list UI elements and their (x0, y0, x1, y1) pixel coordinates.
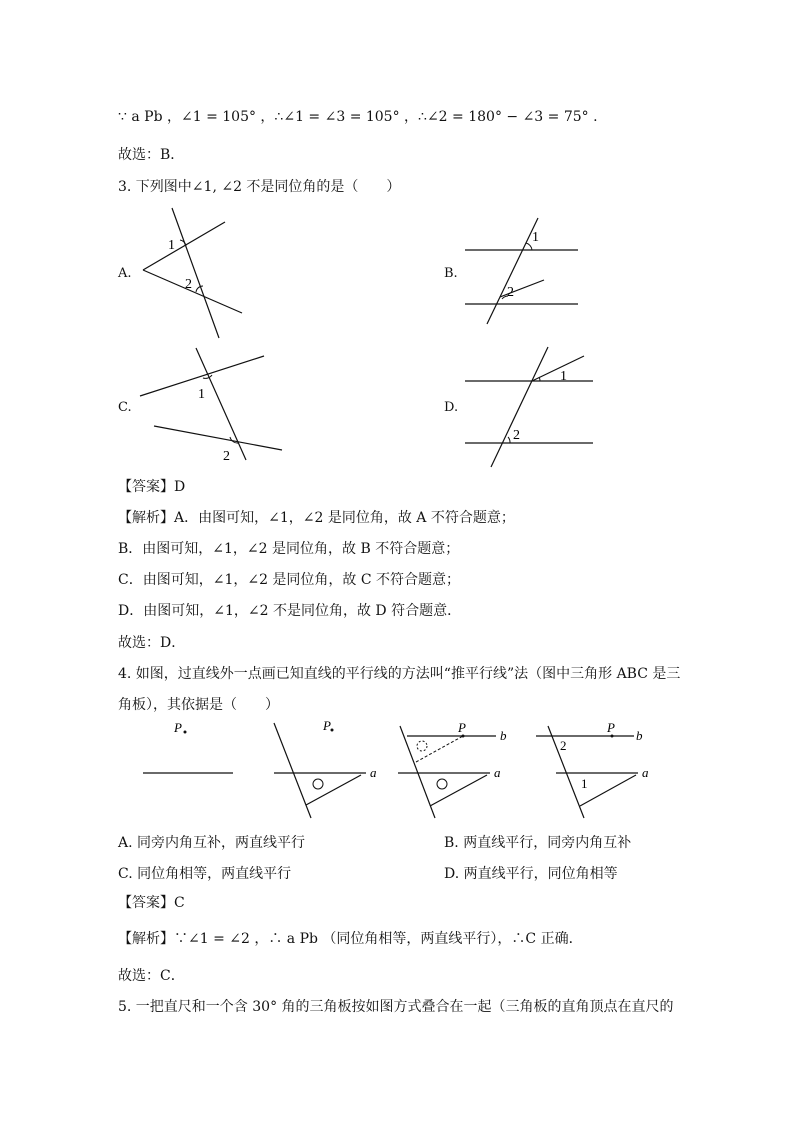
explanation-3-a: 【解析】A．由图可知，∠1，∠2 是同位角，故 A 不符合题意； (118, 510, 515, 526)
q3-option-c-label: C. (118, 400, 132, 415)
q4-figure-2 (266, 718, 391, 828)
angle-2-label: 2 (513, 428, 520, 443)
q4-option-d: D. 两直线平行，同位角相等 (444, 866, 618, 882)
angle-2-label: 2 (185, 277, 192, 292)
explanation-3-c: C．由图可知，∠1，∠2 是同位角，故 C 不符合题意； (118, 572, 461, 588)
point-p-label: P (174, 720, 182, 735)
question-5: 5. 一把直尺和一个含 30° 角的三角板按如图方式叠合在一起（三角板的直角顶点在直尺的 (118, 999, 674, 1015)
q3-option-a-label: A. (118, 266, 132, 281)
choice-4: 故选：C． (118, 968, 185, 984)
explanation-3-d: D．由图可知，∠1，∠2 不是同位角，故 D 符合题意． (118, 603, 462, 619)
answer-4: 【答案】C (118, 895, 185, 911)
choice-3: 故选：D． (118, 635, 186, 651)
choice-line: 故选：B． (118, 147, 185, 163)
q3-figure-a (130, 200, 260, 350)
angle-2-label: 2 (560, 738, 567, 753)
q3-option-d-label: D. (444, 400, 459, 415)
question-3: 3. 下列图中∠1, ∠2 不是同位角的是（ ） (118, 179, 401, 195)
q3-figure-c (130, 340, 290, 465)
angle-1-label: 1 (168, 238, 175, 253)
solution-line: ∵ a Pb ，∠1 = 105° ，∴∠1 = ∠3 = 105° ，∴∠2 = 180° − ∠3 = 75° . (118, 109, 598, 125)
angle-1-label: 1 (532, 230, 539, 245)
q3-figure-d (460, 340, 600, 470)
line-a-label: a (494, 765, 501, 780)
explanation-4: 【解析】∵∠1 = ∠2 ，∴ a Pb （同位角相等，两直线平行），∴C 正确． (118, 931, 583, 947)
line-b-label: b (636, 728, 643, 743)
q4-option-c: C. 同位角相等，两直线平行 (118, 866, 292, 882)
answer-3: 【答案】D (118, 479, 186, 495)
line-b-label: b (500, 728, 507, 743)
question-4-line2: 角板），其依据是（ ） (118, 697, 279, 713)
angle-2-label: 2 (507, 285, 514, 300)
q4-figure-4 (530, 718, 660, 828)
q4-figure-1 (140, 718, 240, 788)
line-a-label: a (370, 765, 377, 780)
angle-1-label: 1 (560, 369, 567, 384)
line-a-label: a (642, 765, 649, 780)
point-p-label: P (607, 720, 615, 735)
q4-option-b: B. 两直线平行，同旁内角互补 (444, 835, 632, 851)
angle-1-label: 1 (198, 387, 205, 402)
question-4-line1: 4. 如图，过直线外一点画已知直线的平行线的方法叫“推平行线”法（图中三角形 ABC 是三 (118, 666, 681, 682)
q4-figure-3 (392, 718, 522, 828)
angle-1-label: 1 (581, 776, 588, 791)
angle-2-label: 2 (223, 449, 230, 464)
q3-figure-b (460, 212, 590, 332)
q4-option-a: A. 同旁内角互补，两直线平行 (118, 835, 306, 851)
explanation-3-b: B．由图可知，∠1，∠2 是同位角，故 B 不符合题意； (118, 541, 460, 557)
point-p-label: P (458, 720, 466, 735)
point-p-label: P (323, 718, 331, 733)
q3-option-b-label: B. (444, 266, 458, 281)
